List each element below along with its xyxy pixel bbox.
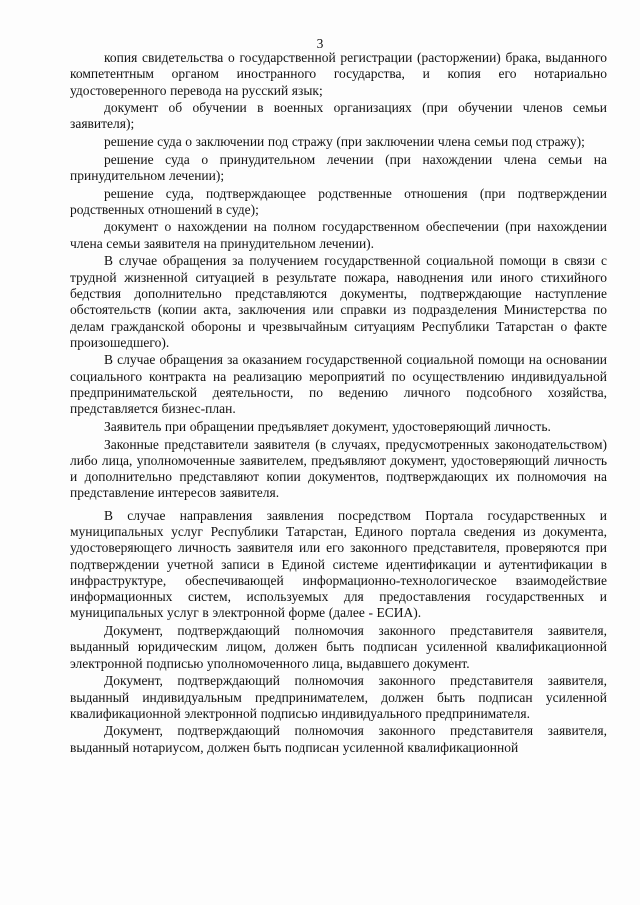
paragraph-notary-signature: Документ, подтверждающий полномочия законного представителя заявителя, выданный нотариусом, должен быть подписан усиленной квалификационной xyxy=(70,723,607,755)
paragraph-marriage-certificate-copy: копия свидетельства о государственной регистрации (расторжении) брака, выданного компетентным органом иностранного государства, и копия его нотариально удостоверенного перевода на русский язык; xyxy=(70,50,607,98)
paragraph-identity-document: Заявитель при обращении предъявляет документ, удостоверяющий личность. xyxy=(104,418,551,434)
paragraph-court-kinship-decision: решение суда, подтверждающее родственные отношения (при подтверждении родственных отношений в суде); xyxy=(70,185,607,217)
paragraph-legal-representatives: Законные представители заявителя (в случаях, предусмотренных законодательством) либо лица, уполномоченные заявителем, предъявляют документ, удостоверяющий личность и дополнительно представляют копии документов, подтверждающих их полномочия на представление интересов заявителя. xyxy=(70,436,607,501)
paragraph-military-education-document: документ об обучении в военных организациях (при обучении членов семьи заявителя); xyxy=(70,100,607,132)
document-body xyxy=(70,50,607,756)
paragraph-court-compulsory-treatment-decision: решение суда о принудительном лечении (при нахождении члена семьи на принудительном лечении); xyxy=(70,151,607,183)
paragraph-legal-entity-signature: Документ, подтверждающий полномочия законного представителя заявителя, выданный юридическим лицом, должен быть подписан усиленной квалификационной электронной подписью уполномоченного лица, выдавшего документ. xyxy=(70,623,607,671)
page-number: 3 xyxy=(316,36,324,51)
paragraph-disaster-case-documents: В случае обращения за получением государственной социальной помощи в связи с трудной жизненной ситуацией в результате пожара, наводнения или иного стихийного бедствия дополнительно представляются документы, подтверждающие наступление обстоятельств (копии акта, заключения или справки из подразделения Министерства по делам гражданской обороны и чрезвычайным ситуациям Республики Татарстан о факте произошедшего). xyxy=(70,253,607,350)
paragraph-social-contract-business-plan: В случае обращения за оказанием государственной социальной помощи на основании социального контракта на реализацию мероприятий по осуществлению индивидуальной предпринимательской деятельности, по ведению личного подсобного хозяйства, представляется бизнес-план. xyxy=(70,352,607,417)
paragraph-court-detention-decision: решение суда о заключении под стражу (при заключении члена семьи под стражу); xyxy=(104,134,585,150)
paragraph-portal-esia-verification: В случае направления заявления посредством Портала государственных и муниципальных услуг Республики Татарстан, Единого портала сведения из документа, удостоверяющего личность заявителя или его законного представителя, проверяются при подтверждении учетной записи в Единой системе идентификации и аутентификации в инфраструктуре, обеспечивающей информационно-технологическое взаимодействие информационных систем, используемых для предоставления государственных и муниципальных услуг в электронной форме (далее - ЕСИА). xyxy=(70,507,607,621)
paragraph-full-state-support-document: документ о нахождении на полном государственном обеспечении (при нахождении члена семьи заявителя на принудительном лечении). xyxy=(70,219,607,251)
paragraph-entrepreneur-signature: Документ, подтверждающий полномочия законного представителя заявителя, выданный индивидуальным предпринимателем, должен быть подписан усиленной квалификационной электронной подписью индивидуального предпринимателя. xyxy=(70,673,607,721)
